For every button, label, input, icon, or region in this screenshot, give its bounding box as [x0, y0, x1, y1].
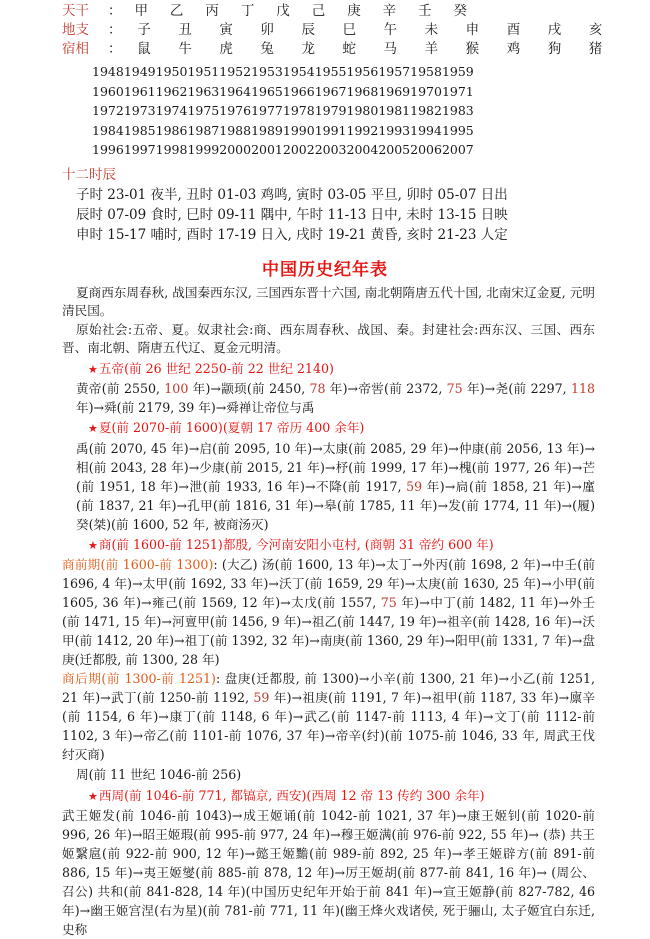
year-cell: 1995 [442, 121, 474, 141]
year-cell: 1988 [219, 121, 251, 141]
section-heading-xizhou [62, 786, 595, 807]
year-cell: 2000 [219, 140, 251, 160]
year-cell: 1990 [283, 121, 315, 141]
ganzhi-cell: 辛 [372, 2, 407, 21]
section-note: (西周 12 帝 13 传约 300 余年) [306, 788, 484, 803]
year-cell: 1982 [410, 101, 442, 121]
year-cell: 1969 [378, 82, 410, 102]
ganzhi-cell: 兔 [247, 40, 288, 59]
year-cell: 1984 [92, 121, 124, 141]
subsection-entries: : 盘庚(迁都殷, 前 1300)→小辛(前 1300, 21 年)→小乙(前 1251, 21 年)→武丁(前 1250-前 1192, 59 年)→祖庚(前 1191, 7 年)→祖甲(前 1187, 33 年)→廪辛(前 1154, 6 年)→康丁(前 1148, 6 年)→武乙(前 1147-前 1113, 4 年)→文丁(前 1112-前 1102, 3 年)→帝乙(前 1101-前 1076, 37 年)→帝辛(纣)(前 1075-前 1046, 33 年, 周武王伐纣灭商) [62, 671, 595, 762]
year-cell: 1962 [156, 82, 188, 102]
section-range: (前 1046-前 771, 都镐京, 西安) [124, 788, 306, 803]
ganzhi-cell: 申 [452, 21, 493, 40]
ganzhi-table [0, 2, 650, 59]
year-cell: 2007 [442, 140, 474, 160]
ganzhi-cell: 虎 [206, 40, 247, 59]
section-name: 商 [99, 537, 112, 552]
ganzhi-cell: 丁 [230, 2, 265, 21]
year-row [92, 82, 468, 102]
section-name: 西周 [99, 788, 124, 803]
year-cell: 1975 [187, 101, 219, 121]
year-cell: 1972 [92, 101, 124, 121]
section-note: 都殷, 今河南安阳小屯村, (商朝 31 帝约 600 年) [223, 537, 494, 552]
year-row [92, 140, 468, 160]
year-cell: 1966 [283, 82, 315, 102]
year-cell: 1999 [187, 140, 219, 160]
year-row [92, 101, 468, 121]
section-range: (前 1600-前 1251) [111, 537, 222, 552]
ganzhi-cell: 子 [124, 21, 165, 40]
year-cell: 1952 [219, 62, 251, 82]
year-cell: 2006 [410, 140, 442, 160]
year-cell: 1957 [378, 62, 410, 82]
year-cell: 1973 [124, 101, 156, 121]
section-range: (前 26 世纪 2250-前 22 世纪 2140) [124, 361, 334, 376]
star-icon: ★ [88, 422, 98, 435]
year-cell: 1993 [378, 121, 410, 141]
section-heading-shang [62, 535, 595, 556]
year-cell: 1980 [347, 101, 379, 121]
year-cell: 1959 [442, 62, 474, 82]
section-entries-xia: 禹(前 2070, 45 年)→启(前 2095, 10 年)→太康(前 2085, 29 年)→仲康(前 2056, 13 年)→相(前 2043, 28 年)→少康(前 2015, 21 年)→杼(前 1999, 17 年)→槐(前 1977, 26 年)→芒(前 1951, 18 年)→泄(前 1933, 16 年)→不降(前 1917, 59 年)→扃(前 1858, 21 年)→廑(前 1837, 21 年)→孔甲(前 1816, 31 年)→皋(前 1785, 11 年)→发(前 1774, 11 年)→(履)癸(桀)(前 1600, 52 年, 被商汤灭) [62, 439, 595, 534]
year-cell: 1968 [347, 82, 379, 102]
ganzhi-cell: 羊 [411, 40, 452, 59]
year-cell: 1954 [283, 62, 315, 82]
ganzhi-cell: 壬 [407, 2, 442, 21]
ganzhi-cell: 亥 [575, 21, 616, 40]
ganzhi-colon: ： [108, 21, 122, 40]
ganzhi-cell: 巳 [329, 21, 370, 40]
section-entries-xizhou: 武王姬发(前 1046-前 1043)→成王姬诵(前 1042-前 1021, 37 年)→康王姬钊(前 1020-前 996, 26 年)→昭王姬瑕(前 995-前 977, 24 年)→穆王姬满(前 976-前 922, 55 年)→ (恭) 共王姬繄扈(前 922-前 900, 12 年)→懿王姬黵(前 989-前 892, 25 年)→孝王姬辟方(前 891-前 886, 15 年)→夷王姬燮(前 885-前 878, 12 年)→厉王姬胡(前 877-前 841, 16 年)→ (周公、召公) 共和(前 841-828, 14 年)(中国历史纪年开始于前 841 年)→宣王姬静(前 827-782, 46 年)→幽王姬宫涅(右为星)(前 781-前 771, 11 年)(幽王烽火戏诸侯, 死于骊山, 太子姬宜白东迁, 史称 [62, 806, 595, 939]
star-icon: ★ [88, 790, 98, 803]
year-cell: 1989 [251, 121, 283, 141]
ganzhi-cells-tiangan [124, 2, 650, 21]
ganzhi-row-tiangan [0, 2, 650, 21]
ganzhi-cell: 未 [411, 21, 452, 40]
ganzhi-cell: 戊 [265, 2, 300, 21]
ganzhi-cell: 戌 [534, 21, 575, 40]
ganzhi-cell: 午 [370, 21, 411, 40]
ganzhi-row-label: 地支 [62, 21, 108, 40]
shichen-line: 辰时 07-09 食时, 巳时 09-11 隅中, 午时 11-13 日中, 未时 13-15 日映 [62, 205, 650, 225]
section-entries-wudi: 黄帝(前 2550, 100 年)→颛顼(前 2450, 78 年)→帝喾(前 2372, 75 年)→尧(前 2297, 118 年)→舜(前 2179, 39 年)→舜禅让帝位与禹 [62, 379, 595, 417]
year-cell: 1958 [410, 62, 442, 82]
year-cell: 1965 [251, 82, 283, 102]
year-cell: 1998 [156, 140, 188, 160]
year-row [92, 121, 468, 141]
year-cell: 1983 [442, 101, 474, 121]
year-row [92, 62, 468, 82]
ganzhi-cell: 狗 [534, 40, 575, 59]
ganzhi-cell: 庚 [336, 2, 371, 21]
ganzhi-cell: 丙 [194, 2, 229, 21]
ganzhi-cell: 酉 [493, 21, 534, 40]
year-cell: 1977 [251, 101, 283, 121]
year-cell: 1978 [283, 101, 315, 121]
year-cell: 1967 [315, 82, 347, 102]
ganzhi-cell: 辰 [288, 21, 329, 40]
year-grid [0, 62, 650, 160]
ganzhi-cell: 蛇 [329, 40, 370, 59]
ganzhi-cell: 鼠 [124, 40, 165, 59]
star-icon: ★ [88, 363, 98, 376]
section-heading-wudi [62, 359, 595, 380]
year-cell: 1964 [219, 82, 251, 102]
year-cell: 1961 [124, 82, 156, 102]
year-cell: 1992 [347, 121, 379, 141]
year-cell: 1976 [219, 101, 251, 121]
year-cell: 1971 [442, 82, 474, 102]
year-cell: 1948 [92, 62, 124, 82]
section-name: 夏 [99, 420, 112, 435]
year-cell: 1994 [410, 121, 442, 141]
ganzhi-cell: 卯 [247, 21, 288, 40]
year-cell: 1960 [92, 82, 124, 102]
year-cell: 1986 [156, 121, 188, 141]
year-cell: 1996 [92, 140, 124, 160]
year-cell: 2004 [347, 140, 379, 160]
year-cell: 1955 [315, 62, 347, 82]
ganzhi-cell: 己 [301, 2, 336, 21]
shichen-section [0, 166, 650, 245]
ganzhi-cell: 猴 [452, 40, 493, 59]
year-cell: 2003 [315, 140, 347, 160]
intro-dynasty-sequence: 夏商西东周春秋, 战国秦西东汉, 三国西东晋十六国, 南北朝隋唐五代十国, 北南宋辽金夏, 元明清民国。 [62, 284, 595, 321]
subsection-range: (前 1300-前 1251) [101, 671, 216, 686]
year-cell: 1949 [124, 62, 156, 82]
year-cell: 1950 [156, 62, 188, 82]
section-note: (夏朝 17 帝历 400 余年) [223, 420, 364, 435]
year-cell: 1970 [410, 82, 442, 102]
ganzhi-row-dizhi [0, 21, 650, 40]
star-icon: ★ [88, 539, 98, 552]
shichen-title: 十二时辰 [62, 166, 650, 185]
year-cell: 1981 [378, 101, 410, 121]
ganzhi-cell: 鸡 [493, 40, 534, 59]
zhou-overview-line: 周(前 11 世纪 1046-前 256) [62, 765, 595, 785]
year-cell: 1997 [124, 140, 156, 160]
ganzhi-cell: 猪 [575, 40, 616, 59]
year-cell: 1963 [187, 82, 219, 102]
year-cell: 2005 [378, 140, 410, 160]
content-body [0, 284, 650, 939]
year-cell: 1991 [315, 121, 347, 141]
section-name: 五帝 [99, 361, 124, 376]
subsection-entries: : (大乙) 汤(前 1600, 13 年)→太丁→外丙(前 1698, 2 年)→中壬(前 1696, 4 年)→太甲(前 1692, 33 年)→沃丁(前 1659, 29 年)→太庚(前 1630, 25 年)→小甲(前 1605, 36 年)→雍己(前 1569, 12 年)→太戊(前 1557, 75 年)→中丁(前 1482, 11 年)→外壬(前 1471, 15 年)→河亶甲(前 1456, 9 年)→祖乙(前 1447, 19 年)→祖辛(前 1428, 16 年)→沃甲(前 1412, 20 年)→祖丁(前 1392, 32 年)→南庚(前 1360, 29 年)→阳甲(前 1331, 7 年)→盘庚(迁都殷, 前 1300, 28 年) [62, 557, 595, 667]
page-title: 中国历史纪年表 [0, 255, 650, 280]
year-cell: 1956 [347, 62, 379, 82]
year-cell: 1987 [187, 121, 219, 141]
year-cell: 2002 [283, 140, 315, 160]
year-cell: 2001 [251, 140, 283, 160]
ganzhi-cells-dizhi [124, 21, 650, 40]
subsection-range: (前 1600-前 1300) [101, 557, 214, 572]
ganzhi-cells-shengxiao [124, 40, 650, 59]
ganzhi-colon: ： [108, 40, 122, 59]
ganzhi-cell: 龙 [288, 40, 329, 59]
year-cell: 1974 [156, 101, 188, 121]
shichen-line: 子时 23-01 夜半, 丑时 01-03 鸡鸣, 寅时 03-05 平旦, 卯时 05-07 日出 [62, 185, 650, 205]
ganzhi-cell: 牛 [165, 40, 206, 59]
ganzhi-row-label: 宿相 [62, 40, 108, 59]
year-cell: 1985 [124, 121, 156, 141]
subsection-label: 商后期 [62, 671, 101, 686]
subsection-shang-houqi [62, 669, 595, 764]
ganzhi-cell: 马 [370, 40, 411, 59]
section-heading-xia [62, 418, 595, 439]
section-range: (前 2070-前 1600) [111, 420, 222, 435]
intro-society-stages: 原始社会:五帝、夏。奴隶社会:商、西东周春秋、战国、秦。封建社会:西东汉、三国、西东晋、南北朝、隋唐五代辽、夏金元明清。 [62, 321, 595, 358]
year-cell: 1953 [251, 62, 283, 82]
ganzhi-row-label: 天干 [62, 2, 108, 21]
ganzhi-cell: 乙 [159, 2, 194, 21]
year-cell: 1979 [315, 101, 347, 121]
ganzhi-cell: 寅 [206, 21, 247, 40]
ganzhi-cell: 甲 [124, 2, 159, 21]
subsection-shang-qianqi [62, 555, 595, 669]
ganzhi-row-shengxiao [0, 40, 650, 59]
ganzhi-cell: 丑 [165, 21, 206, 40]
year-cell: 1951 [187, 62, 219, 82]
shichen-line: 申时 15-17 哺时, 酉时 17-19 日入, 戌时 19-21 黄昏, 亥时 21-23 人定 [62, 225, 650, 245]
ganzhi-colon: ： [108, 2, 122, 21]
ganzhi-cell: 癸 [443, 2, 478, 21]
subsection-label: 商前期 [62, 557, 101, 572]
